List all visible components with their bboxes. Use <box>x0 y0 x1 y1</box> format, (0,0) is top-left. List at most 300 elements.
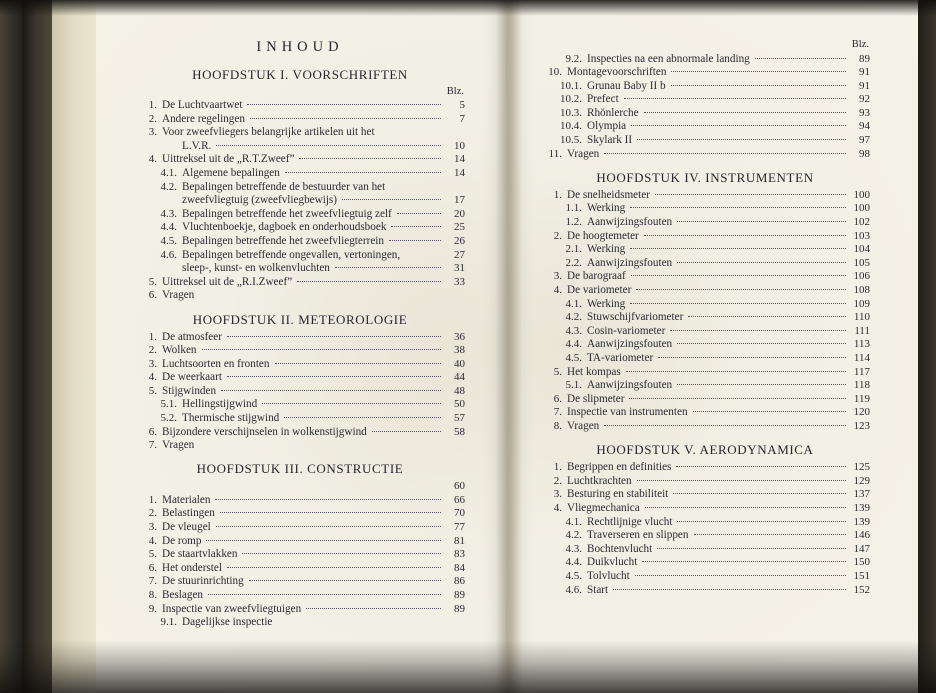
toc-entry-number: 8. <box>553 419 562 432</box>
leader-dots <box>216 144 441 146</box>
toc-entry[interactable] <box>135 236 465 247</box>
toc-entry[interactable] <box>135 277 465 288</box>
toc-entry-label: Het onderstel <box>162 561 222 574</box>
toc-entry-label: Wolken <box>162 344 197 357</box>
toc-entry-page: 89 <box>454 602 465 615</box>
toc-entry-label: Uittreksel uit de „R.I.Zweef” <box>162 275 293 288</box>
toc-entry-page: 89 <box>859 52 870 65</box>
toc-entry-label: De stuurinrichting <box>162 575 244 588</box>
toc-entry-number: 1.1. <box>565 202 582 215</box>
leader-dots <box>630 247 846 249</box>
leader-dots <box>694 533 847 535</box>
leader-dots <box>635 574 846 576</box>
toc-entry-page: 20 <box>454 207 465 220</box>
toc-entry[interactable] <box>540 67 870 78</box>
toc-entry[interactable] <box>540 339 870 350</box>
toc-entry-label: Traverseren en slippen <box>587 529 689 542</box>
toc-entry[interactable] <box>540 476 870 487</box>
toc-entry[interactable] <box>540 503 870 514</box>
toc-entry-label: Begrippen en definities <box>567 461 672 474</box>
toc-entry-number: 4.4. <box>160 221 177 234</box>
toc-entry-number: 3. <box>148 521 157 534</box>
toc-entry-label: De staartvlakken <box>162 548 238 561</box>
toc-entry-page: 48 <box>454 384 465 397</box>
toc-entry-label: De hoogtemeter <box>567 229 639 242</box>
toc-entry[interactable] <box>135 522 465 533</box>
toc-entry[interactable] <box>135 495 465 506</box>
toc-entry[interactable] <box>135 440 465 451</box>
toc-entry-number: 3. <box>148 126 157 139</box>
toc-entry-number: 7. <box>148 575 157 588</box>
toc-entry[interactable] <box>135 345 465 356</box>
toc-entry-page: 98 <box>859 147 870 160</box>
toc-entry-label: Grunau Baby II b <box>587 79 666 92</box>
toc-entry[interactable] <box>135 549 465 560</box>
toc-entry-number: 4.5. <box>160 234 177 247</box>
toc-entry-continuation[interactable] <box>135 141 465 152</box>
toc-entry-number: 10.2. <box>560 93 582 106</box>
leader-dots <box>250 117 441 119</box>
toc-entry-page: 14 <box>454 153 465 166</box>
toc-entry-page: 111 <box>854 324 870 337</box>
leader-dots <box>671 84 846 86</box>
toc-entry-number: 5. <box>148 548 157 561</box>
toc-entry[interactable] <box>540 585 870 596</box>
toc-entry[interactable] <box>135 127 465 138</box>
toc-entry-label: Materialen <box>162 493 211 506</box>
toc-entry-number: 10.5. <box>560 134 582 147</box>
toc-entry-label: Prefect <box>587 93 619 106</box>
toc-entry-label: Aanwijzingsfouten <box>587 216 673 229</box>
toc-entry-page: 114 <box>853 351 870 364</box>
toc-entry-label: Vragen <box>162 289 195 302</box>
leader-dots <box>167 485 441 486</box>
toc-entry-label: TA-variometer <box>587 351 654 364</box>
toc-entry[interactable] <box>540 367 870 378</box>
toc-entry[interactable] <box>540 81 870 92</box>
leader-dots <box>215 498 441 500</box>
toc-entry-page: 5 <box>459 99 465 111</box>
toc-entry-label: Duikvlucht <box>587 556 638 569</box>
toc-entry-number: 2.2. <box>565 256 582 269</box>
toc-entry-label: De weerkaart <box>162 371 222 384</box>
chapter-heading: HOOFDSTUK II. METEOROLOGIE <box>192 311 408 327</box>
leader-dots <box>372 430 441 432</box>
leader-dots <box>247 103 441 105</box>
toc-entry[interactable] <box>135 413 465 424</box>
leader-dots <box>658 356 846 358</box>
left-sections <box>135 68 465 629</box>
toc-entry-page: 27 <box>454 248 465 261</box>
toc-entry-page: 106 <box>853 270 870 283</box>
toc-entry-label: L.V.R. <box>182 139 212 152</box>
toc-entry-number: 1.2. <box>565 216 582 229</box>
toc-entry-number: 5.2. <box>160 412 177 425</box>
leader-dots <box>629 397 846 399</box>
toc-entry[interactable] <box>135 617 465 628</box>
toc-entry-number: 4. <box>148 534 157 547</box>
leader-dots <box>604 152 846 154</box>
toc-entry-number: 6. <box>148 289 157 302</box>
leader-dots <box>389 239 441 241</box>
toc-entry[interactable] <box>540 530 870 541</box>
toc-entry-number: 4.3. <box>565 324 582 337</box>
toc-entry[interactable] <box>540 380 870 391</box>
toc-entry[interactable] <box>540 217 870 228</box>
toc-entry[interactable] <box>135 563 465 574</box>
toc-entry-page: 58 <box>454 425 465 438</box>
toc-entry[interactable] <box>540 231 870 242</box>
toc-entry-label: De barograaf <box>567 270 626 283</box>
toc-entry-label: Thermische stijgwind <box>182 412 280 425</box>
toc-entry-label: Bepalingen betreffende het zweefvliegterrein <box>182 234 384 247</box>
toc-entry[interactable] <box>135 536 465 547</box>
toc-entry[interactable] <box>135 427 465 438</box>
toc-entry[interactable] <box>135 359 465 370</box>
toc-entry-label: Algemene bepalingen <box>182 166 280 179</box>
toc-entry[interactable] <box>135 386 465 397</box>
toc-entry-label: Hellingstijgwind <box>182 398 258 411</box>
toc-entry-continuation[interactable] <box>135 263 465 274</box>
toc-entry-label: zweefvliegtuig (zweefvliegbewijs) <box>182 194 338 207</box>
leader-dots <box>637 138 846 140</box>
leader-dots <box>227 375 441 377</box>
toc-entry[interactable] <box>540 54 870 65</box>
toc-entry[interactable] <box>540 108 870 119</box>
toc-entry[interactable] <box>540 190 870 201</box>
toc-entry-page: 17 <box>454 194 465 207</box>
toc-entry-label: Tolvlucht <box>587 569 630 582</box>
toc-entry-page: 104 <box>853 243 870 256</box>
toc-entry-number: 6. <box>553 392 562 405</box>
toc-entry-page: 84 <box>454 561 465 574</box>
toc-entry-page: 33 <box>454 275 465 288</box>
leader-dots <box>644 111 846 113</box>
toc-entry[interactable] <box>540 271 870 282</box>
toc-entry-label: Werking <box>587 243 626 256</box>
toc-entry-page: 7 <box>459 112 465 125</box>
toc-entry[interactable] <box>540 407 870 418</box>
toc-entry-number: 9.1. <box>160 616 177 629</box>
toc-entry-number: 4.5. <box>565 569 582 582</box>
toc-entry-number: 4.6. <box>160 248 177 261</box>
leader-dots <box>221 389 441 391</box>
toc-entry-page: 38 <box>454 344 465 357</box>
toc-entry-label: Belastingen <box>162 507 215 520</box>
toc-entry[interactable] <box>540 285 870 296</box>
leader-dots <box>655 193 846 195</box>
book-endpaper <box>52 0 98 693</box>
toc-entry-page: 102 <box>853 216 870 229</box>
toc-entry[interactable] <box>540 149 870 160</box>
leader-dots <box>642 560 846 562</box>
leader-dots <box>637 479 846 481</box>
toc-entry[interactable] <box>540 353 870 364</box>
toc-entry-number: 7. <box>148 439 157 452</box>
toc-entry-page: 123 <box>853 419 870 432</box>
toc-entry-page: 119 <box>853 392 870 405</box>
toc-entry-page: 129 <box>853 474 870 487</box>
toc-entry-number: 3. <box>148 357 157 370</box>
toc-entry-page: 117 <box>853 365 870 378</box>
toc-entry[interactable] <box>540 557 870 568</box>
toc-entry-page: 57 <box>454 412 465 425</box>
toc-entry-number: 4.3. <box>565 542 582 555</box>
toc-entry-page: 120 <box>853 406 870 419</box>
toc-entry-label: Aanwijzingsfouten <box>587 338 673 351</box>
toc-entry-number: 4.3. <box>160 207 177 220</box>
toc-entry[interactable] <box>540 394 870 405</box>
leader-dots <box>673 492 846 494</box>
chapter-heading: HOOFDSTUK IV. INSTRUMENTEN <box>596 169 814 185</box>
toc-entry[interactable] <box>135 168 465 179</box>
toc-entry-number: 4. <box>148 371 157 384</box>
toc-entry-label: De vleugel <box>162 521 211 534</box>
toc-entry-label: Start <box>587 583 609 596</box>
toc-entry-number: 2.1. <box>565 243 582 256</box>
leader-dots <box>645 506 846 508</box>
toc-entry[interactable] <box>540 299 870 310</box>
leader-dots <box>397 212 441 214</box>
leader-dots <box>671 70 846 72</box>
toc-entry-label: Beslagen <box>162 589 204 602</box>
toc-entry-page: 113 <box>853 338 870 351</box>
leader-dots <box>405 254 441 255</box>
toc-entry[interactable] <box>135 209 465 220</box>
toc-entry-number: 4.1. <box>160 166 177 179</box>
toc-entry-label: Andere regelingen <box>162 112 245 125</box>
toc-entry-page: 125 <box>853 461 870 474</box>
leader-dots <box>613 588 846 590</box>
leader-dots <box>220 511 441 513</box>
toc-entry-number: 4.6. <box>565 583 582 596</box>
toc-entry-label: Skylark II <box>587 134 633 147</box>
toc-entry-label: Stijgwinden <box>162 384 217 397</box>
leader-dots <box>604 424 846 426</box>
toc-entry-page: 93 <box>859 106 870 119</box>
toc-entry[interactable] <box>135 372 465 383</box>
toc-entry[interactable] <box>540 121 870 132</box>
toc-entry-number: 10.4. <box>560 120 582 133</box>
leader-dots <box>227 566 441 568</box>
toc-entry[interactable] <box>135 508 465 519</box>
toc-entry-page: 92 <box>859 93 870 106</box>
toc-entry-number: 2. <box>148 507 157 520</box>
toc-entry-number: 8. <box>148 589 157 602</box>
leader-dots <box>306 607 441 609</box>
leader-dots <box>262 402 441 404</box>
toc-entry[interactable] <box>540 244 870 255</box>
leader-dots <box>342 198 441 200</box>
leader-dots <box>277 621 441 622</box>
toc-entry-number: 3. <box>553 488 562 501</box>
toc-entry[interactable] <box>135 114 465 125</box>
toc-entry[interactable] <box>540 489 870 500</box>
toc-entry-page: 50 <box>454 398 465 411</box>
toc-entry-page: 40 <box>454 357 465 370</box>
toc-entry-label: Montagevoorschriften <box>567 66 667 79</box>
toc-entry[interactable] <box>540 544 870 555</box>
toc-entry-label: Voor zweefvliegers belangrijke artikelen uit het <box>162 126 375 139</box>
toc-entry-page: 97 <box>859 134 870 147</box>
toc-entry-number: 10.1. <box>560 79 582 92</box>
toc-entry-page: 10 <box>454 139 465 152</box>
toc-entry-page: 89 <box>454 589 465 602</box>
toc-entry-number: 2. <box>148 344 157 357</box>
toc-entry-page: 103 <box>853 229 870 242</box>
toc-entry-number: 1. <box>148 99 157 111</box>
toc-entry[interactable] <box>540 203 870 214</box>
toc-entry-label: Inspectie van zweefvliegtuigen <box>162 602 302 615</box>
toc-entry-page: 94 <box>859 120 870 133</box>
toc-entry[interactable] <box>135 590 465 601</box>
leader-dots <box>335 266 441 268</box>
toc-entry[interactable] <box>135 100 465 111</box>
toc-entry-number: 5.1. <box>160 398 177 411</box>
leader-dots <box>657 547 846 549</box>
toc-entry[interactable] <box>540 258 870 269</box>
toc-entry[interactable] <box>135 154 465 165</box>
toc-entry-number: 4. <box>553 284 562 297</box>
toc-entry-number: 9. <box>148 602 157 615</box>
toc-entry[interactable] <box>135 576 465 587</box>
toc-entry-label: Het kompas <box>567 365 621 378</box>
leader-dots <box>380 131 441 132</box>
toc-entry[interactable] <box>540 462 870 473</box>
toc-entry[interactable] <box>540 135 870 146</box>
toc-entry[interactable] <box>540 421 870 432</box>
leader-dots <box>676 465 846 467</box>
page-column-label: Blz. <box>446 85 464 97</box>
toc-entry-page: 77 <box>454 521 465 534</box>
toc-entry[interactable] <box>135 332 465 343</box>
toc-entry-page: 36 <box>454 330 465 343</box>
leader-dots <box>284 416 441 418</box>
toc-entry-label: Bepalingen betreffende ongevallen, vertoningen, <box>182 248 401 261</box>
toc-entry-number: 6. <box>148 425 157 438</box>
toc-entry-page: 137 <box>853 488 870 501</box>
toc-entry-number: 4. <box>148 153 157 166</box>
toc-entry-continuation[interactable] <box>135 195 465 206</box>
toc-entry[interactable] <box>135 290 465 301</box>
toc-entry[interactable] <box>135 604 465 615</box>
toc-entry-number: 4.4. <box>565 556 582 569</box>
toc-entry-number: 10. <box>548 66 562 79</box>
toc-entry-label: De romp <box>162 534 202 547</box>
toc-entry[interactable] <box>540 312 870 323</box>
toc-entry-page: 105 <box>853 256 870 269</box>
leader-dots <box>631 274 846 276</box>
toc-entry-number: 7. <box>553 406 562 419</box>
leader-dots <box>644 234 846 236</box>
chapter-heading: HOOFDSTUK I. VOORSCHRIFTEN <box>192 66 408 82</box>
page-title: INHOUD <box>256 39 344 55</box>
right-page-label: Blz. <box>851 39 869 50</box>
toc-entry-label: Luchtkrachten <box>567 474 632 487</box>
toc-entry-label: Aanwijzingsfouten <box>587 256 673 269</box>
toc-entry-page: 118 <box>853 379 870 392</box>
leader-dots <box>670 329 846 331</box>
toc-entry-number: 5. <box>148 384 157 397</box>
toc-entry-number: 1. <box>148 330 157 343</box>
toc-entry[interactable] <box>540 517 870 528</box>
leader-dots <box>202 348 441 350</box>
toc-entry-label: De variometer <box>567 284 632 297</box>
toc-entry-label: Stuwschijfvariometer <box>587 311 684 324</box>
toc-entry-label: Bepalingen betreffende het zweefvliegtuig zelf <box>182 207 392 220</box>
toc-entry-label: Vragen <box>162 439 195 452</box>
toc-entry-number: 1. <box>553 188 562 201</box>
toc-entry-page: 146 <box>853 529 870 542</box>
toc-entry-number: 2. <box>148 112 157 125</box>
leader-dots <box>677 342 846 344</box>
toc-entry-label: Luchtsoorten en fronten <box>162 357 270 370</box>
toc-entry-page: 91 <box>859 79 870 92</box>
toc-entry-label: Bijzondere verschijnselen in wolkenstijgwind <box>162 425 367 438</box>
leader-dots <box>631 124 846 126</box>
leader-dots <box>391 225 441 227</box>
leader-dots <box>693 410 846 412</box>
toc-entry-page: 152 <box>853 583 870 596</box>
toc-entry-page: 25 <box>454 221 465 234</box>
toc-entry-label: Vragen <box>567 419 600 432</box>
toc-entry-number: 4.2. <box>160 180 177 193</box>
toc-entry-page: 109 <box>853 297 870 310</box>
toc-entry[interactable] <box>135 250 465 261</box>
toc-entry-label: De atmosfeer <box>162 330 222 343</box>
toc-entry[interactable] <box>540 326 870 337</box>
left-column-content <box>135 40 465 631</box>
toc-entry-page: 150 <box>853 556 870 569</box>
toc-entry-number: 5.1. <box>565 379 582 392</box>
toc-entry-number: 4.1. <box>565 515 582 528</box>
leader-dots <box>630 302 846 304</box>
leader-dots <box>199 444 441 445</box>
toc-entry[interactable] <box>135 481 465 492</box>
toc-entry-label: Olympia <box>587 120 627 133</box>
toc-entry[interactable] <box>540 571 870 582</box>
toc-entry-number: 4.4. <box>565 338 582 351</box>
toc-entry[interactable] <box>540 94 870 105</box>
toc-entry-page: 139 <box>853 515 870 528</box>
toc-entry-page: 44 <box>454 371 465 384</box>
toc-entry-number: 5. <box>553 365 562 378</box>
toc-entry-number: 3. <box>553 270 562 283</box>
toc-entry-page: 100 <box>853 202 870 215</box>
toc-entry-label: Besturing en stabiliteit <box>567 488 669 501</box>
toc-entry-page: 100 <box>853 188 870 201</box>
toc-entry[interactable] <box>135 182 465 193</box>
toc-entry-label: Cosin-variometer <box>587 324 666 337</box>
toc-entry[interactable] <box>135 222 465 233</box>
leader-dots <box>206 539 441 541</box>
leader-dots <box>677 520 846 522</box>
toc-entry-page: 139 <box>853 501 870 514</box>
toc-entry-label: Inspectie van instrumenten <box>567 406 688 419</box>
toc-entry-page: 66 <box>454 493 465 506</box>
toc-entry-label: De slipmeter <box>567 392 625 405</box>
toc-entry-number: 10.3. <box>560 106 582 119</box>
leader-dots <box>297 280 441 282</box>
toc-entry-label: Uittreksel uit de „R.T.Zweef” <box>162 153 295 166</box>
leader-dots <box>677 261 846 263</box>
leader-dots <box>688 315 846 317</box>
leader-dots <box>275 362 442 364</box>
toc-entry[interactable] <box>135 399 465 410</box>
toc-entry-label: Bochtenvlucht <box>587 542 653 555</box>
toc-entry-page: 86 <box>454 575 465 588</box>
leader-dots <box>626 370 846 372</box>
